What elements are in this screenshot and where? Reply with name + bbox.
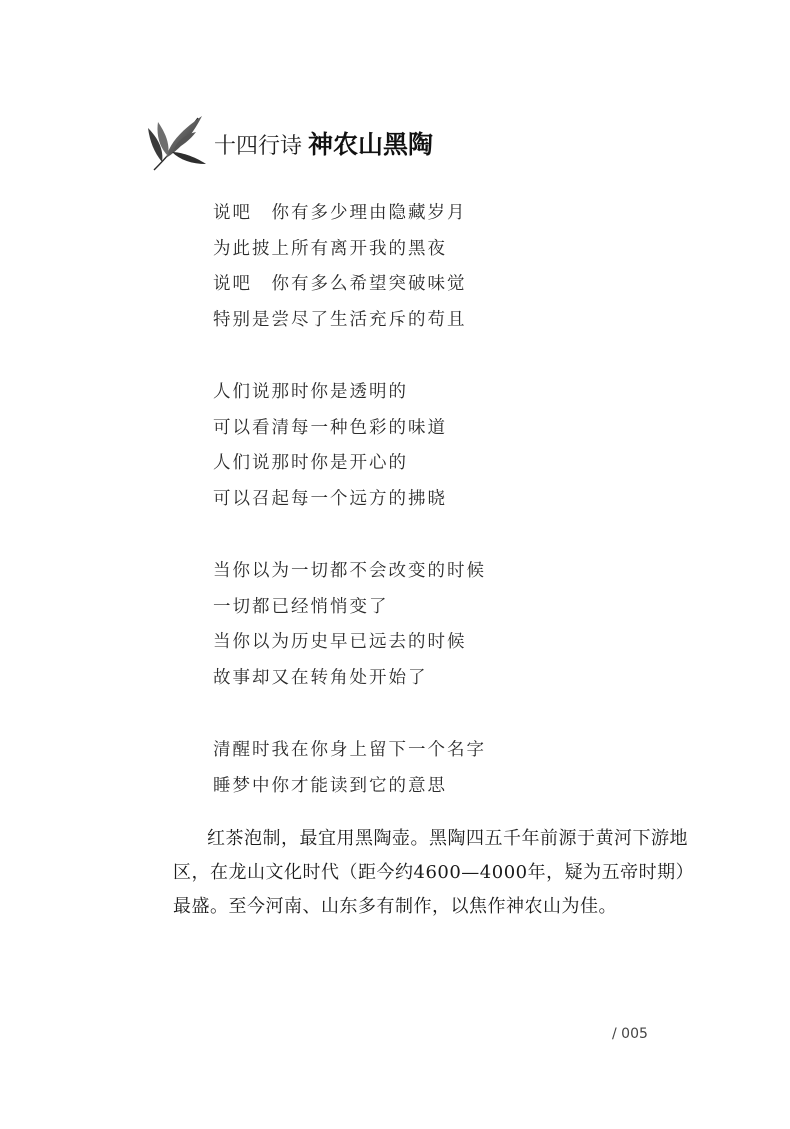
- poem-line: 当你以为历史早已远去的时候: [213, 632, 467, 652]
- poem-line: 说吧 你有多么希望突破味觉: [213, 274, 467, 294]
- poem-stanza-2: [213, 375, 673, 517]
- poem-line: 特别是尝尽了生活充斥的苟且: [213, 309, 467, 330]
- poem-line: 说吧 你有多少理由隐藏岁月: [213, 203, 467, 223]
- poem-line: 人们说那时你是透明的: [213, 382, 408, 402]
- poem-stanza-1: [213, 196, 673, 338]
- poem: [213, 196, 673, 841]
- poem-line: 睡梦中你才能读到它的意思: [213, 775, 447, 796]
- poem-line: 清醒时我在你身上留下一个名字: [213, 740, 486, 760]
- page-title: [214, 128, 433, 165]
- poem-line: 一切都已经悄悄变了: [213, 596, 389, 617]
- poem-line: 当你以为一切都不会改变的时候: [213, 561, 486, 581]
- bamboo-leaf-icon: [146, 112, 208, 174]
- title-main: 神农山黑陶: [308, 130, 434, 159]
- page-number: / 005: [612, 1026, 648, 1042]
- poem-line: 可以看清每一种色彩的味道: [213, 417, 447, 438]
- title-prefix: 十四行诗: [214, 134, 303, 159]
- poem-stanza-4: [213, 733, 673, 804]
- prose-section: [173, 822, 693, 924]
- poem-line: 为此披上所有离开我的黑夜: [213, 238, 447, 259]
- poem-stanza-3: [213, 554, 673, 696]
- prose-paragraph: 红茶泡制，最宜用黑陶壶。黑陶四五千年前源于黄河下游地区，在龙山文化时代（距今约4600—4000年，疑为五帝时期）最盛。至今河南、山东多有制作，以焦作神农山为佳。: [173, 828, 688, 917]
- poem-line: 故事却又在转角处开始了: [213, 667, 428, 688]
- poem-line: 人们说那时你是开心的: [213, 453, 408, 473]
- poem-line: 可以召起每一个远方的拂晓: [213, 488, 447, 509]
